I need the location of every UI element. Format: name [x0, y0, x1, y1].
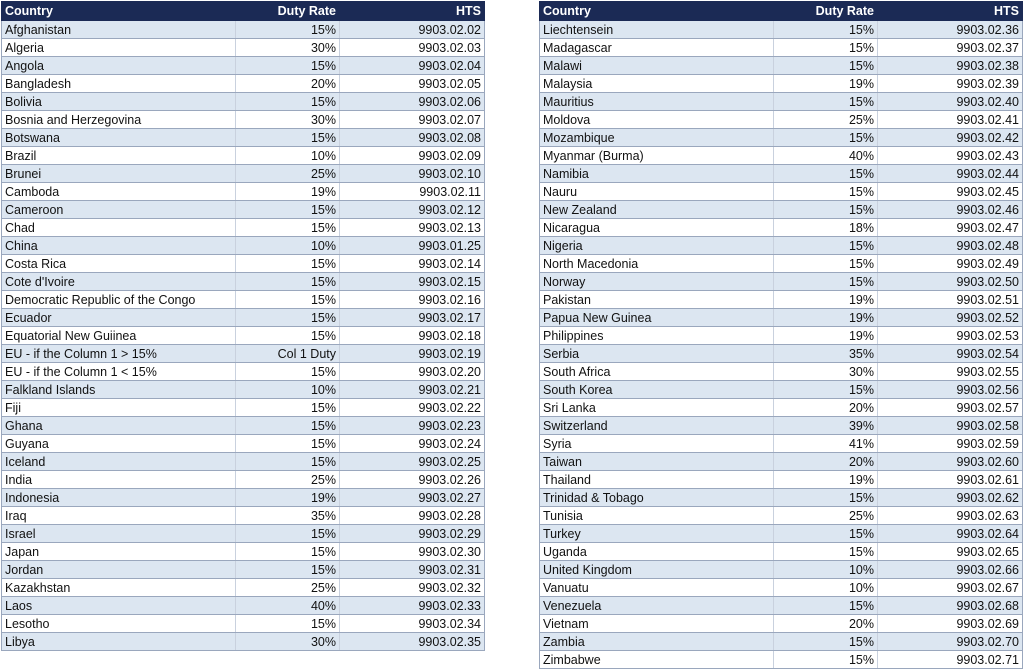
hts-cell: 9903.02.51 [878, 291, 1023, 309]
hts-cell: 9903.02.27 [340, 489, 485, 507]
hts-cell: 9903.02.33 [340, 597, 485, 615]
duty-rate-cell: 15% [236, 363, 340, 381]
table-row [540, 93, 1023, 111]
hts-cell: 9903.02.36 [878, 21, 1023, 39]
duty-rate-cell: 15% [236, 435, 340, 453]
duty-rate-cell: 15% [774, 381, 878, 399]
country-cell: Norway [540, 273, 774, 291]
duty-rate-cell: 15% [774, 273, 878, 291]
country-cell: Malaysia [540, 75, 774, 93]
hts-cell: 9903.02.64 [878, 525, 1023, 543]
table-row [2, 21, 485, 39]
country-cell: Philippines [540, 327, 774, 345]
hts-cell: 9903.02.62 [878, 489, 1023, 507]
duty-rate-cell: 15% [774, 651, 878, 669]
table-row [540, 165, 1023, 183]
table-row [540, 291, 1023, 309]
duty-rate-cell: 30% [774, 363, 878, 381]
country-cell: Ghana [2, 417, 236, 435]
hts-cell: 9903.02.66 [878, 561, 1023, 579]
table-row [540, 309, 1023, 327]
country-cell: Venezuela [540, 597, 774, 615]
duty-rate-cell: 35% [774, 345, 878, 363]
duty-rate-cell: 19% [774, 471, 878, 489]
table-row [2, 93, 485, 111]
hts-cell: 9903.02.20 [340, 363, 485, 381]
hts-cell: 9903.02.08 [340, 129, 485, 147]
hts-cell: 9903.02.46 [878, 201, 1023, 219]
table-row [2, 525, 485, 543]
duty-rate-cell: 15% [236, 57, 340, 75]
country-cell: Afghanistan [2, 21, 236, 39]
hts-cell: 9903.02.15 [340, 273, 485, 291]
duty-rate-cell: 15% [236, 201, 340, 219]
table-row [540, 471, 1023, 489]
duty-rate-cell: 15% [774, 237, 878, 255]
table-row [2, 309, 485, 327]
country-cell: Syria [540, 435, 774, 453]
hts-cell: 9903.02.34 [340, 615, 485, 633]
country-cell: Serbia [540, 345, 774, 363]
hts-cell: 9903.02.30 [340, 543, 485, 561]
duty-rate-cell: 15% [236, 309, 340, 327]
table-row [540, 417, 1023, 435]
hts-cell: 9903.02.35 [340, 633, 485, 651]
header-row [540, 2, 1023, 21]
country-cell: Madagascar [540, 39, 774, 57]
country-cell: New Zealand [540, 201, 774, 219]
hts-cell: 9903.02.10 [340, 165, 485, 183]
country-cell: Lesotho [2, 615, 236, 633]
country-cell: Uganda [540, 543, 774, 561]
table-row [540, 111, 1023, 129]
country-cell: Malawi [540, 57, 774, 75]
country-cell: Vietnam [540, 615, 774, 633]
table-row [2, 615, 485, 633]
country-cell: Guyana [2, 435, 236, 453]
duty-rate-cell: 30% [236, 39, 340, 57]
hts-cell: 9903.02.22 [340, 399, 485, 417]
table-row [2, 111, 485, 129]
table-row [540, 633, 1023, 651]
duty-rate-cell: 39% [774, 417, 878, 435]
duty-rate-cell: 15% [774, 93, 878, 111]
duty-rate-cell: 15% [236, 561, 340, 579]
duty-rate-cell: 20% [774, 615, 878, 633]
country-cell: Moldova [540, 111, 774, 129]
country-cell: Myanmar (Burma) [540, 147, 774, 165]
hts-cell: 9903.02.57 [878, 399, 1023, 417]
hts-cell: 9903.02.05 [340, 75, 485, 93]
table-row [540, 543, 1023, 561]
duty-rate-cell: 19% [236, 183, 340, 201]
header-country: Country [2, 2, 236, 21]
duty-rate-cell: 15% [236, 453, 340, 471]
table-row [540, 327, 1023, 345]
table-row [540, 201, 1023, 219]
duty-rate-cell: 10% [236, 147, 340, 165]
country-cell: Chad [2, 219, 236, 237]
table-row [2, 345, 485, 363]
country-cell: EU - if the Column 1 < 15% [2, 363, 236, 381]
country-cell: Switzerland [540, 417, 774, 435]
duty-rate-cell: 15% [236, 255, 340, 273]
table-row [2, 543, 485, 561]
table-row [2, 381, 485, 399]
hts-cell: 9903.02.24 [340, 435, 485, 453]
country-cell: Cameroon [2, 201, 236, 219]
country-cell: Taiwan [540, 453, 774, 471]
country-cell: Angola [2, 57, 236, 75]
duty-rate-cell: 25% [774, 507, 878, 525]
country-cell: Democratic Republic of the Congo [2, 291, 236, 309]
duty-rate-cell: 40% [774, 147, 878, 165]
table-row [2, 561, 485, 579]
duty-rate-cell: 25% [774, 111, 878, 129]
country-cell: India [2, 471, 236, 489]
table-row [540, 129, 1023, 147]
country-cell: Iceland [2, 453, 236, 471]
table-row [540, 219, 1023, 237]
duty-rate-cell: 10% [236, 237, 340, 255]
duty-rate-cell: 20% [774, 399, 878, 417]
table-row [540, 615, 1023, 633]
country-cell: Bosnia and Herzegovina [2, 111, 236, 129]
table-row [540, 57, 1023, 75]
country-cell: Papua New Guinea [540, 309, 774, 327]
duty-rate-cell: 15% [236, 543, 340, 561]
duty-rate-cell: 15% [236, 615, 340, 633]
hts-cell: 9903.02.11 [340, 183, 485, 201]
country-cell: Turkey [540, 525, 774, 543]
table-row [2, 507, 485, 525]
hts-cell: 9903.02.60 [878, 453, 1023, 471]
duty-rate-cell: 15% [236, 327, 340, 345]
duty-rate-cell: 15% [236, 219, 340, 237]
hts-cell: 9903.02.31 [340, 561, 485, 579]
table-row [540, 39, 1023, 57]
table-row [2, 219, 485, 237]
table-row [2, 165, 485, 183]
table-row [540, 453, 1023, 471]
country-cell: Laos [2, 597, 236, 615]
hts-cell: 9903.02.65 [878, 543, 1023, 561]
duty-rate-cell: 15% [774, 165, 878, 183]
table-row [540, 597, 1023, 615]
table-row [2, 417, 485, 435]
hts-cell: 9903.02.48 [878, 237, 1023, 255]
country-cell: Tunisia [540, 507, 774, 525]
table-row [2, 39, 485, 57]
table-row [2, 57, 485, 75]
table-row [2, 75, 485, 93]
country-cell: Thailand [540, 471, 774, 489]
hts-cell: 9903.02.44 [878, 165, 1023, 183]
hts-cell: 9903.02.53 [878, 327, 1023, 345]
duty-rate-cell: 15% [236, 21, 340, 39]
country-cell: Falkland Islands [2, 381, 236, 399]
duty-rate-cell: 20% [236, 75, 340, 93]
table-row [2, 471, 485, 489]
duty-rate-cell: 15% [236, 93, 340, 111]
country-cell: Mozambique [540, 129, 774, 147]
table-row [540, 273, 1023, 291]
table-row [540, 525, 1023, 543]
country-cell: Namibia [540, 165, 774, 183]
country-cell: Pakistan [540, 291, 774, 309]
hts-cell: 9903.02.58 [878, 417, 1023, 435]
hts-cell: 9903.02.63 [878, 507, 1023, 525]
duty-rate-cell: 30% [236, 633, 340, 651]
country-cell: EU - if the Column 1 > 15% [2, 345, 236, 363]
table-row [2, 453, 485, 471]
hts-cell: 9903.02.69 [878, 615, 1023, 633]
hts-cell: 9903.02.71 [878, 651, 1023, 669]
duty-rate-cell: 15% [236, 525, 340, 543]
duty-rate-cell: 15% [774, 39, 878, 57]
hts-cell: 9903.02.42 [878, 129, 1023, 147]
duty-rate-cell: 25% [236, 579, 340, 597]
hts-cell: 9903.02.39 [878, 75, 1023, 93]
table-row [2, 597, 485, 615]
country-cell: Bolivia [2, 93, 236, 111]
hts-cell: 9903.02.54 [878, 345, 1023, 363]
country-cell: Botswana [2, 129, 236, 147]
duty-rate-cell: 10% [236, 381, 340, 399]
hts-cell: 9903.01.25 [340, 237, 485, 255]
country-cell: Sri Lanka [540, 399, 774, 417]
header-hts: HTS [340, 2, 485, 21]
duty-table-right [539, 1, 1023, 669]
table-row [2, 435, 485, 453]
country-cell: Zambia [540, 633, 774, 651]
duty-rate-cell: 10% [774, 579, 878, 597]
hts-cell: 9903.02.67 [878, 579, 1023, 597]
table-row [540, 183, 1023, 201]
table-row [540, 363, 1023, 381]
table-row [540, 255, 1023, 273]
table-row [2, 129, 485, 147]
duty-rate-cell: 15% [774, 129, 878, 147]
country-cell: Bangladesh [2, 75, 236, 93]
duty-rate-cell: 15% [774, 489, 878, 507]
duty-rate-cell: 41% [774, 435, 878, 453]
country-cell: Nicaragua [540, 219, 774, 237]
country-cell: Iraq [2, 507, 236, 525]
table-row [540, 21, 1023, 39]
duty-rate-cell: 19% [774, 75, 878, 93]
duty-rate-cell: 15% [774, 183, 878, 201]
duty-rate-cell: 30% [236, 111, 340, 129]
hts-cell: 9903.02.59 [878, 435, 1023, 453]
country-cell: Ecuador [2, 309, 236, 327]
table-row [2, 399, 485, 417]
table-row [2, 201, 485, 219]
duty-rate-cell: 15% [774, 201, 878, 219]
country-cell: Nauru [540, 183, 774, 201]
hts-cell: 9903.02.61 [878, 471, 1023, 489]
country-cell: Brunei [2, 165, 236, 183]
hts-cell: 9903.02.19 [340, 345, 485, 363]
duty-rate-cell: 20% [774, 453, 878, 471]
hts-cell: 9903.02.18 [340, 327, 485, 345]
duty-rate-cell: 19% [236, 489, 340, 507]
country-cell: Kazakhstan [2, 579, 236, 597]
hts-cell: 9903.02.50 [878, 273, 1023, 291]
table-row [540, 345, 1023, 363]
hts-cell: 9903.02.47 [878, 219, 1023, 237]
hts-cell: 9903.02.32 [340, 579, 485, 597]
hts-cell: 9903.02.23 [340, 417, 485, 435]
hts-cell: 9903.02.13 [340, 219, 485, 237]
table-row [540, 507, 1023, 525]
table-row [2, 489, 485, 507]
table-row [540, 75, 1023, 93]
hts-cell: 9903.02.14 [340, 255, 485, 273]
hts-cell: 9903.02.12 [340, 201, 485, 219]
duty-rate-cell: 15% [236, 273, 340, 291]
country-cell: Fiji [2, 399, 236, 417]
header-country: Country [540, 2, 774, 21]
duty-rate-cell: 35% [236, 507, 340, 525]
duty-rate-cell: 15% [236, 417, 340, 435]
duty-rate-cell: 15% [774, 21, 878, 39]
duty-rate-cell: 15% [236, 399, 340, 417]
duty-rate-cell: 15% [774, 543, 878, 561]
table-row [540, 489, 1023, 507]
table-row [540, 579, 1023, 597]
duty-rate-cell: 19% [774, 309, 878, 327]
table-row [540, 561, 1023, 579]
table-row [2, 183, 485, 201]
hts-cell: 9903.02.55 [878, 363, 1023, 381]
hts-cell: 9903.02.17 [340, 309, 485, 327]
duty-rate-cell: 25% [236, 471, 340, 489]
table-row [540, 237, 1023, 255]
header-row [2, 2, 485, 21]
duty-rate-cell: 19% [774, 291, 878, 309]
hts-cell: 9903.02.02 [340, 21, 485, 39]
header-duty-rate: Duty Rate [774, 2, 878, 21]
hts-cell: 9903.02.28 [340, 507, 485, 525]
country-cell: Brazil [2, 147, 236, 165]
country-cell: Jordan [2, 561, 236, 579]
country-cell: Mauritius [540, 93, 774, 111]
country-cell: Libya [2, 633, 236, 651]
hts-cell: 9903.02.07 [340, 111, 485, 129]
table-row [2, 327, 485, 345]
duty-rate-cell: 25% [236, 165, 340, 183]
table-row [540, 651, 1023, 669]
country-cell: United Kingdom [540, 561, 774, 579]
country-cell: Japan [2, 543, 236, 561]
country-cell: Cote d'Ivoire [2, 273, 236, 291]
country-cell: South Africa [540, 363, 774, 381]
table-row [2, 579, 485, 597]
country-cell: Zimbabwe [540, 651, 774, 669]
table-row [2, 633, 485, 651]
hts-cell: 9903.02.06 [340, 93, 485, 111]
hts-cell: 9903.02.16 [340, 291, 485, 309]
header-hts: HTS [878, 2, 1023, 21]
country-cell: Liechtensein [540, 21, 774, 39]
country-cell: Indonesia [2, 489, 236, 507]
hts-cell: 9903.02.29 [340, 525, 485, 543]
country-cell: Algeria [2, 39, 236, 57]
duty-rate-cell: 15% [774, 633, 878, 651]
country-cell: Equatorial New Guiinea [2, 327, 236, 345]
duty-rate-cell: 15% [774, 255, 878, 273]
duty-table-left [1, 1, 485, 651]
country-cell: China [2, 237, 236, 255]
country-cell: Vanuatu [540, 579, 774, 597]
table-row [2, 255, 485, 273]
hts-cell: 9903.02.40 [878, 93, 1023, 111]
hts-cell: 9903.02.04 [340, 57, 485, 75]
duty-rate-cell: Col 1 Duty [236, 345, 340, 363]
country-cell: Trinidad & Tobago [540, 489, 774, 507]
table-row [540, 147, 1023, 165]
header-duty-rate: Duty Rate [236, 2, 340, 21]
hts-cell: 9903.02.26 [340, 471, 485, 489]
hts-cell: 9903.02.45 [878, 183, 1023, 201]
hts-cell: 9903.02.43 [878, 147, 1023, 165]
duty-rate-cell: 15% [236, 129, 340, 147]
hts-cell: 9903.02.56 [878, 381, 1023, 399]
table-row [2, 363, 485, 381]
table-row [2, 237, 485, 255]
hts-cell: 9903.02.21 [340, 381, 485, 399]
country-cell: Nigeria [540, 237, 774, 255]
country-cell: Camboda [2, 183, 236, 201]
hts-cell: 9903.02.49 [878, 255, 1023, 273]
duty-rate-cell: 18% [774, 219, 878, 237]
duty-rate-cell: 15% [774, 525, 878, 543]
country-cell: Costa Rica [2, 255, 236, 273]
duty-rate-cell: 15% [236, 291, 340, 309]
country-cell: South Korea [540, 381, 774, 399]
hts-cell: 9903.02.68 [878, 597, 1023, 615]
table-row [540, 381, 1023, 399]
duty-rate-cell: 15% [774, 57, 878, 75]
duty-rate-cell: 15% [774, 597, 878, 615]
country-cell: Israel [2, 525, 236, 543]
table-row [2, 273, 485, 291]
table-row [540, 435, 1023, 453]
table-row [2, 291, 485, 309]
hts-cell: 9903.02.52 [878, 309, 1023, 327]
hts-cell: 9903.02.37 [878, 39, 1023, 57]
hts-cell: 9903.02.41 [878, 111, 1023, 129]
table-row [2, 147, 485, 165]
duty-rate-cell: 10% [774, 561, 878, 579]
hts-cell: 9903.02.09 [340, 147, 485, 165]
duty-rate-cell: 40% [236, 597, 340, 615]
country-cell: North Macedonia [540, 255, 774, 273]
hts-cell: 9903.02.25 [340, 453, 485, 471]
hts-cell: 9903.02.70 [878, 633, 1023, 651]
hts-cell: 9903.02.03 [340, 39, 485, 57]
table-row [540, 399, 1023, 417]
hts-cell: 9903.02.38 [878, 57, 1023, 75]
duty-rate-cell: 19% [774, 327, 878, 345]
